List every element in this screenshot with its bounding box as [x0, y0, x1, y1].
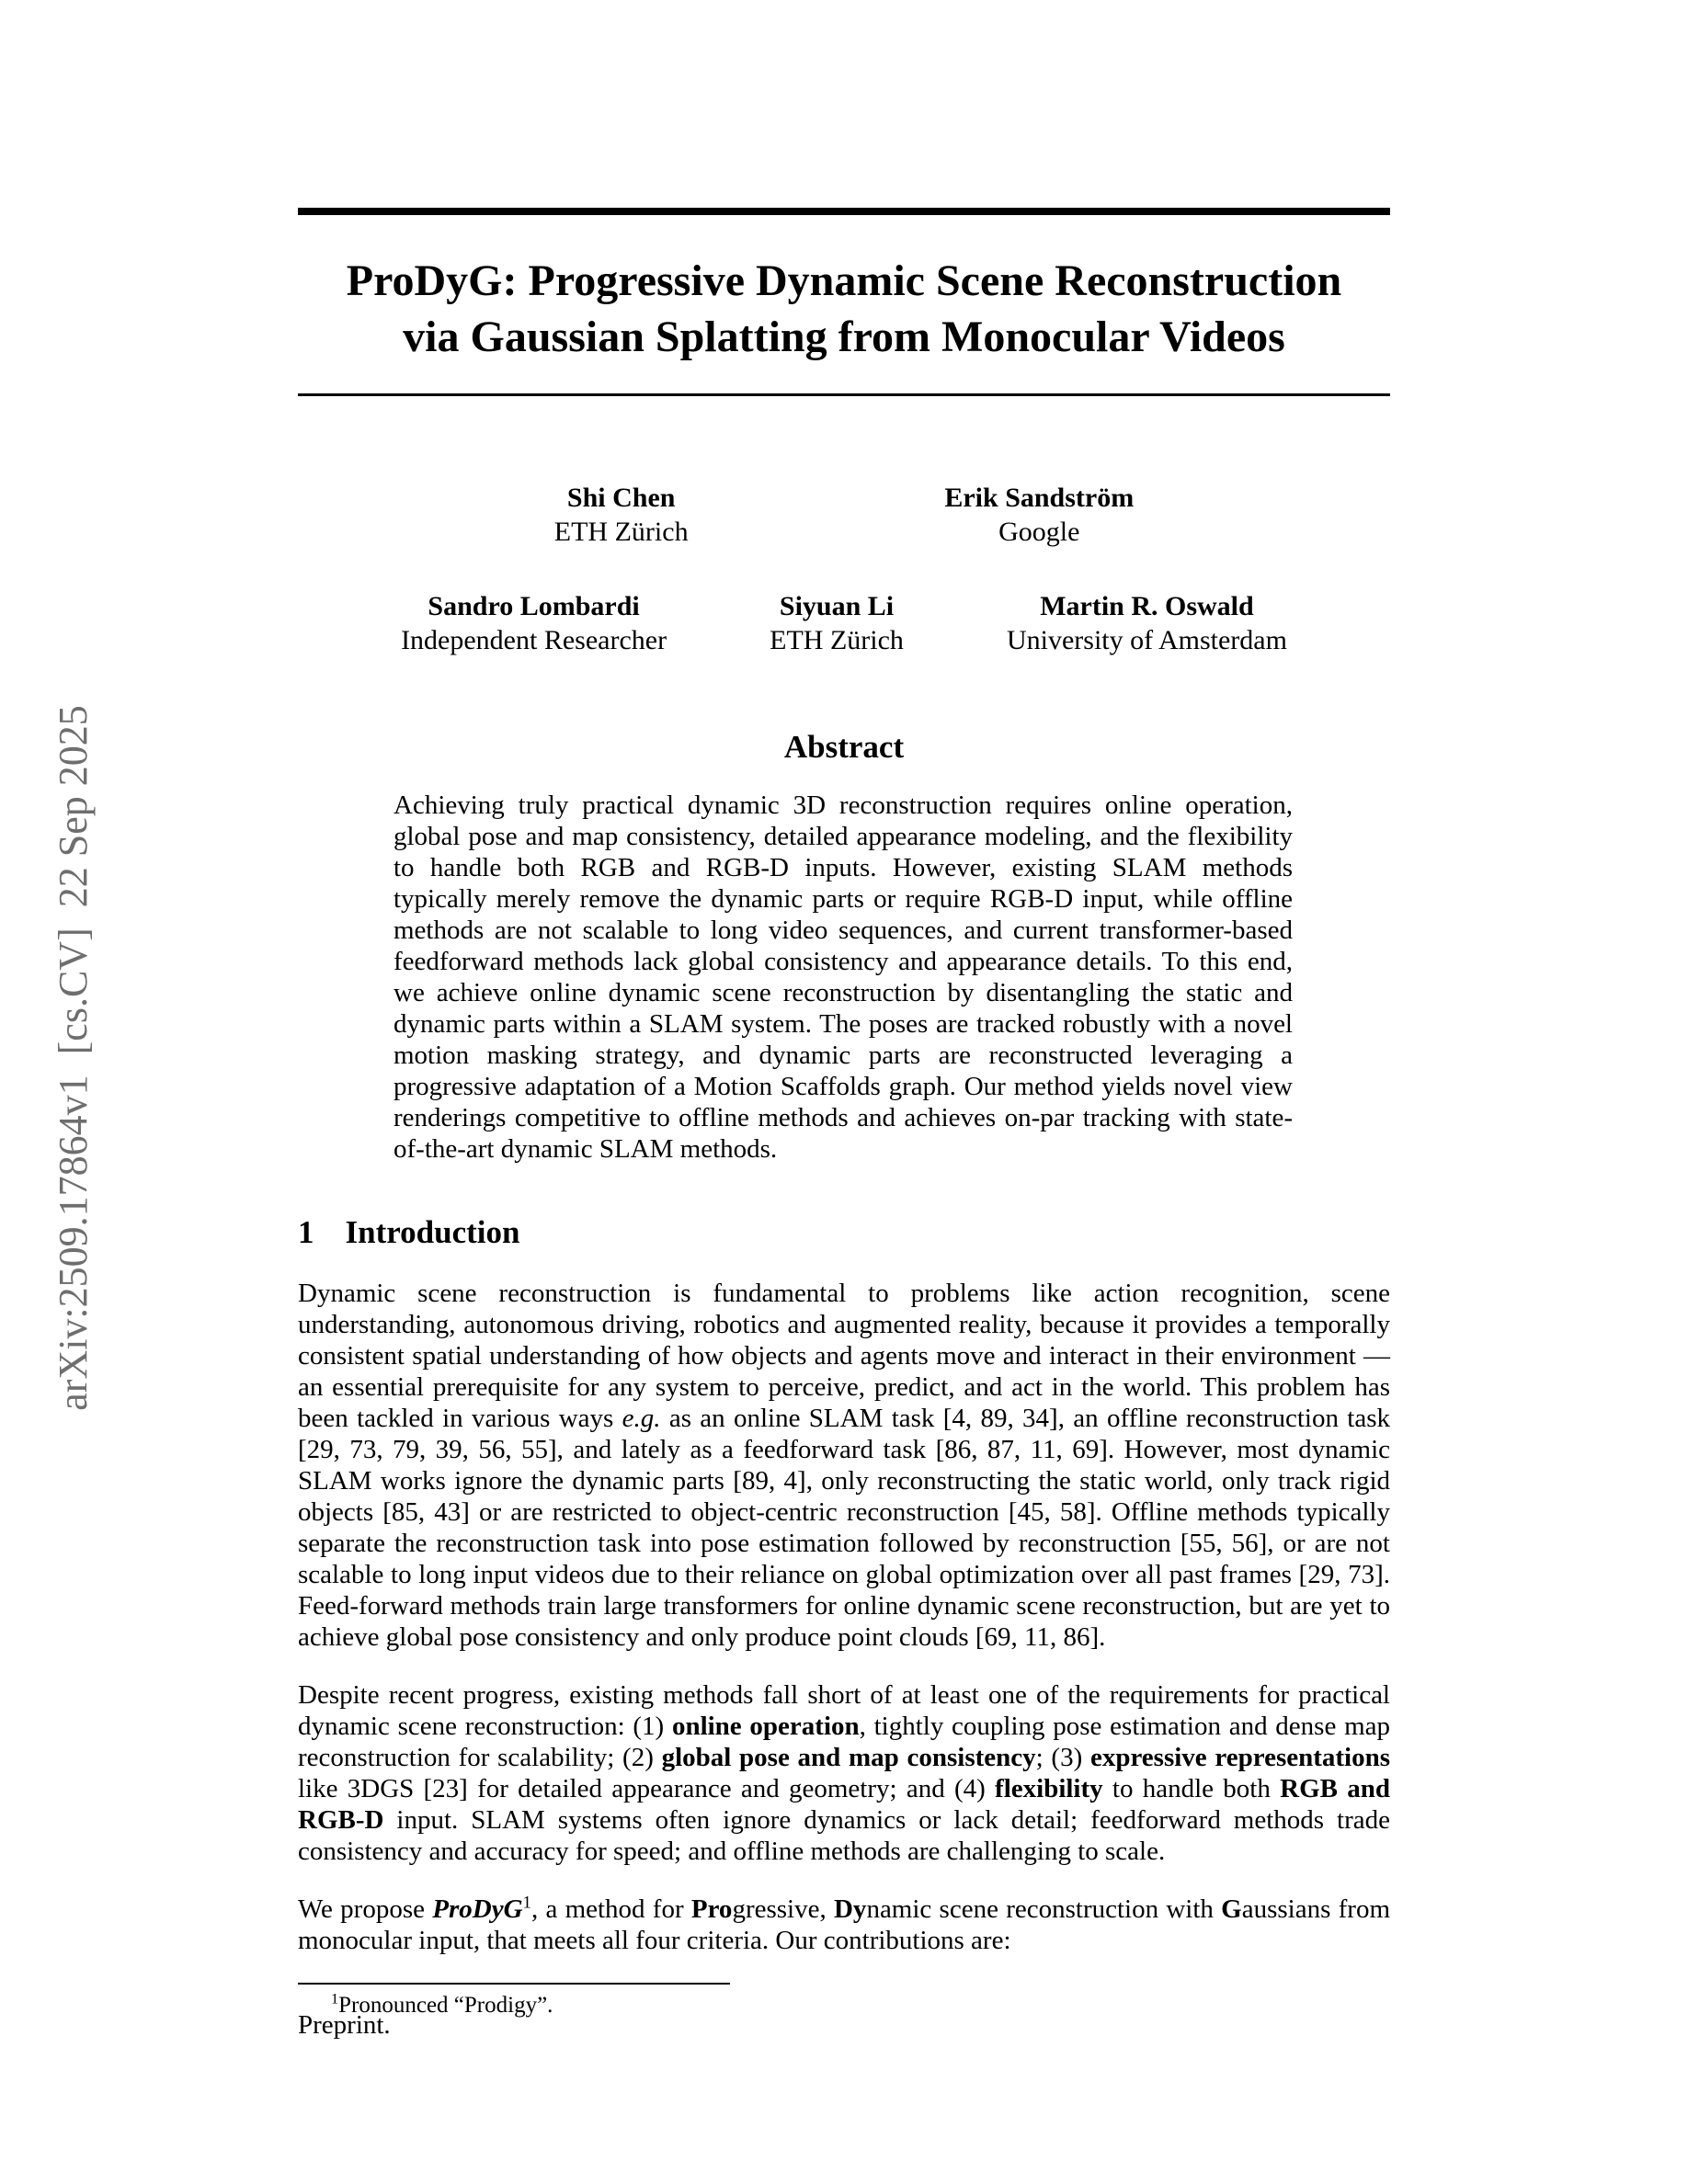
- author-affiliation: Independent Researcher: [401, 624, 667, 655]
- intro-paragraph-3: We propose ProDyG$^1$, a method for Progressive, Dynamic scene reconstruction with Gaussians from monocular input, that meets all four criteria. Our contributions are:: [298, 1893, 1391, 1955]
- author-affiliation: University of Amsterdam: [1006, 624, 1287, 655]
- authors-row-2: [298, 589, 1390, 657]
- author-name: Siyuan Li: [779, 590, 895, 621]
- author-name: Shi Chen: [566, 482, 676, 513]
- paper-content: [298, 0, 1390, 2184]
- section-heading-introduction: [298, 1214, 1390, 1251]
- footnote-text: Pronounced “Prodigy”.: [338, 1992, 553, 2018]
- paper-title: [298, 254, 1390, 366]
- section-number: 1: [298, 1213, 314, 1250]
- top-rule: [298, 208, 1390, 215]
- authors-row-1: [298, 481, 1390, 549]
- preprint-label: Preprint.: [298, 2010, 391, 2040]
- footnote-marker: 1: [331, 1990, 339, 2008]
- author-name: Sandro Lombardi: [428, 590, 640, 621]
- section-title: Introduction: [345, 1213, 520, 1250]
- author-name: Martin R. Oswald: [1040, 590, 1254, 621]
- author-name: Erik Sandström: [944, 482, 1135, 513]
- title-rule: [298, 393, 1390, 396]
- intro-paragraph-1: Dynamic scene reconstruction is fundamental to problems like action recognition, scene understanding, autonomous driving, robotics and augmented reality, because it provides a temporally consistent spatial understanding of how objects and agents move and interact in their environment — an essential prerequisite for any system to perceive, predict, and act in the world. This problem has been tackled in various ways e.g. as an online SLAM task [4, 89, 34], an offline reconstruction task [29, 73, 79, 39, 56, 55], and lately as a feedforward task [86, 87, 11, 69]. However, most dynamic SLAM works ignore the dynamic parts [89, 4], only reconstructing the static world, only track rigid objects [85, 43] or are restricted to object-centric reconstruction [45, 58]. Offline methods typically separate the reconstruction task into pose estimation followed by reconstruction [55, 56], or are not scalable to long input videos due to their reliance on global optimization over all past frames [29, 73]. Feed-forward methods train large transformers for online dynamic scene reconstruction, but are yet to achieve global pose consistency and only produce point clouds [69, 11, 86].: [298, 1278, 1390, 1652]
- author-block: [944, 481, 1134, 549]
- intro-paragraph-2: Despite recent progress, existing methods fall short of at least one of the requirements for practical dynamic scene reconstruction: (1) online operation, tightly coupling pose estimation and dense map reconstruction for scalability; (2) global pose and map consistency; (3) expressive representations like 3DGS [23] for detailed appearance and geometry; and (4) flexibility to handle both RGB and RGB-D input. SLAM systems often ignore dynamics or lack detail; feedforward methods trade consistency and accuracy for speed; and offline methods are challenging to scale.: [298, 1679, 1391, 1866]
- author-affiliation: Google: [998, 516, 1080, 547]
- footnote-rule: [298, 1983, 730, 1985]
- author-block: [401, 589, 667, 657]
- abstract-text: Achieving truly practical dynamic 3D reconstruction requires online operation, global pose and map consistency, detailed appearance modeling, and the flexibility to handle both RGB and RGB-D inputs. However, existing SLAM methods typically merely remove the dynamic parts or require RGB-D input, while offline methods are not scalable to long video sequences, and current transformer-based feedforward methods lack global consistency and appearance details. To this end, we achieve online dynamic scene reconstruction by disentangling the static and dynamic parts within a SLAM system. The poses are tracked robustly with a novel motion masking strategy, and dynamic parts are reconstructed leveraging a progressive adaptation of a Motion Scaffolds graph. Our method yields novel view renderings competitive to offline methods and achieves on-par tracking with state-of-the-art dynamic SLAM methods.: [393, 790, 1293, 1164]
- author-affiliation: ETH Zürich: [770, 624, 904, 655]
- title-line-2: via Gaussian Splatting from Monocular Videos: [403, 312, 1285, 361]
- author-block: [770, 589, 904, 657]
- author-block: [554, 481, 689, 549]
- title-line-1: ProDyG: Progressive Dynamic Scene Reconstruction: [346, 256, 1342, 305]
- footnote: [298, 1992, 1390, 2019]
- arxiv-watermark: arXiv:2509.17864v1 [cs.CV] 22 Sep 2025: [51, 705, 96, 1411]
- abstract-heading: Abstract: [783, 728, 905, 765]
- author-block: [1007, 589, 1287, 657]
- author-affiliation: ETH Zürich: [553, 516, 689, 547]
